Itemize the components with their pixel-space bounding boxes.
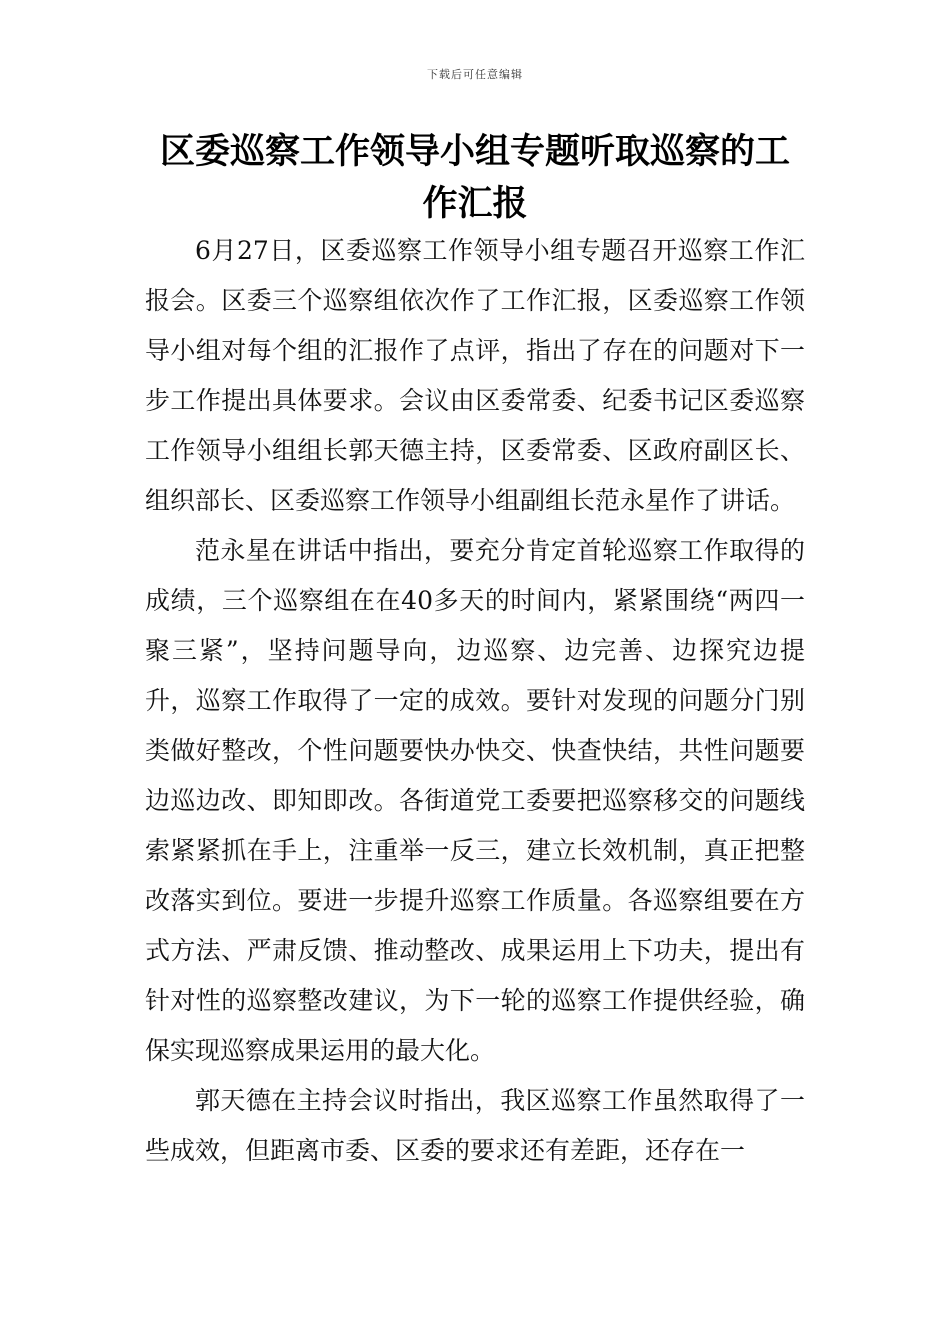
paragraph-3: 郭天德在主持会议时指出，我区巡察工作虽然取得了一些成效，但距离市委、区委的要求还有差距，还存在一 bbox=[145, 1086, 805, 1165]
header-note: 下载后可任意编辑 bbox=[427, 68, 523, 81]
paragraph-2: 范永星在讲话中指出，要充分肯定首轮巡察工作取得的成绩，三个巡察组在在40多天的时间内，紧紧围绕“两四一聚三紧”，坚持问题导向，边巡察、边完善、边探究边提升，巡察工作取得了一定的成效。要针对发现的问题分门别类做好整改，个性问题要快办快交、快查快结，共性问题要边巡边改、即知即改。各街道党工委要把巡察移交的问题线索紧紧抓在手上，注重举一反三，建立长效机制，真正把整改落实到位。要进一步提升巡察工作质量。各巡察组要在方式方法、严肃反馈、推动整改、成果运用上下功夫，提出有针对性的巡察整改建议，为下一轮的巡察工作提供经验，确保实现巡察成果运用的最大化。 bbox=[145, 536, 805, 1065]
document-body bbox=[145, 226, 805, 1176]
paragraph-1: 6月27日，区委巡察工作领导小组专题召开巡察工作汇报会。区委三个巡察组依次作了工作汇报，区委巡察工作领导小组对每个组的汇报作了点评，指出了存在的问题对下一步工作提出具体要求。会议由区委常委、纪委书记区委巡察工作领导小组组长郭天德主持，区委常委、区政府副区长、组织部长、区委巡察工作领导小组副组长范永星作了讲话。 bbox=[145, 236, 805, 515]
document-title: 区委巡察工作领导小组专题听取巡察的工作汇报 bbox=[159, 132, 790, 224]
